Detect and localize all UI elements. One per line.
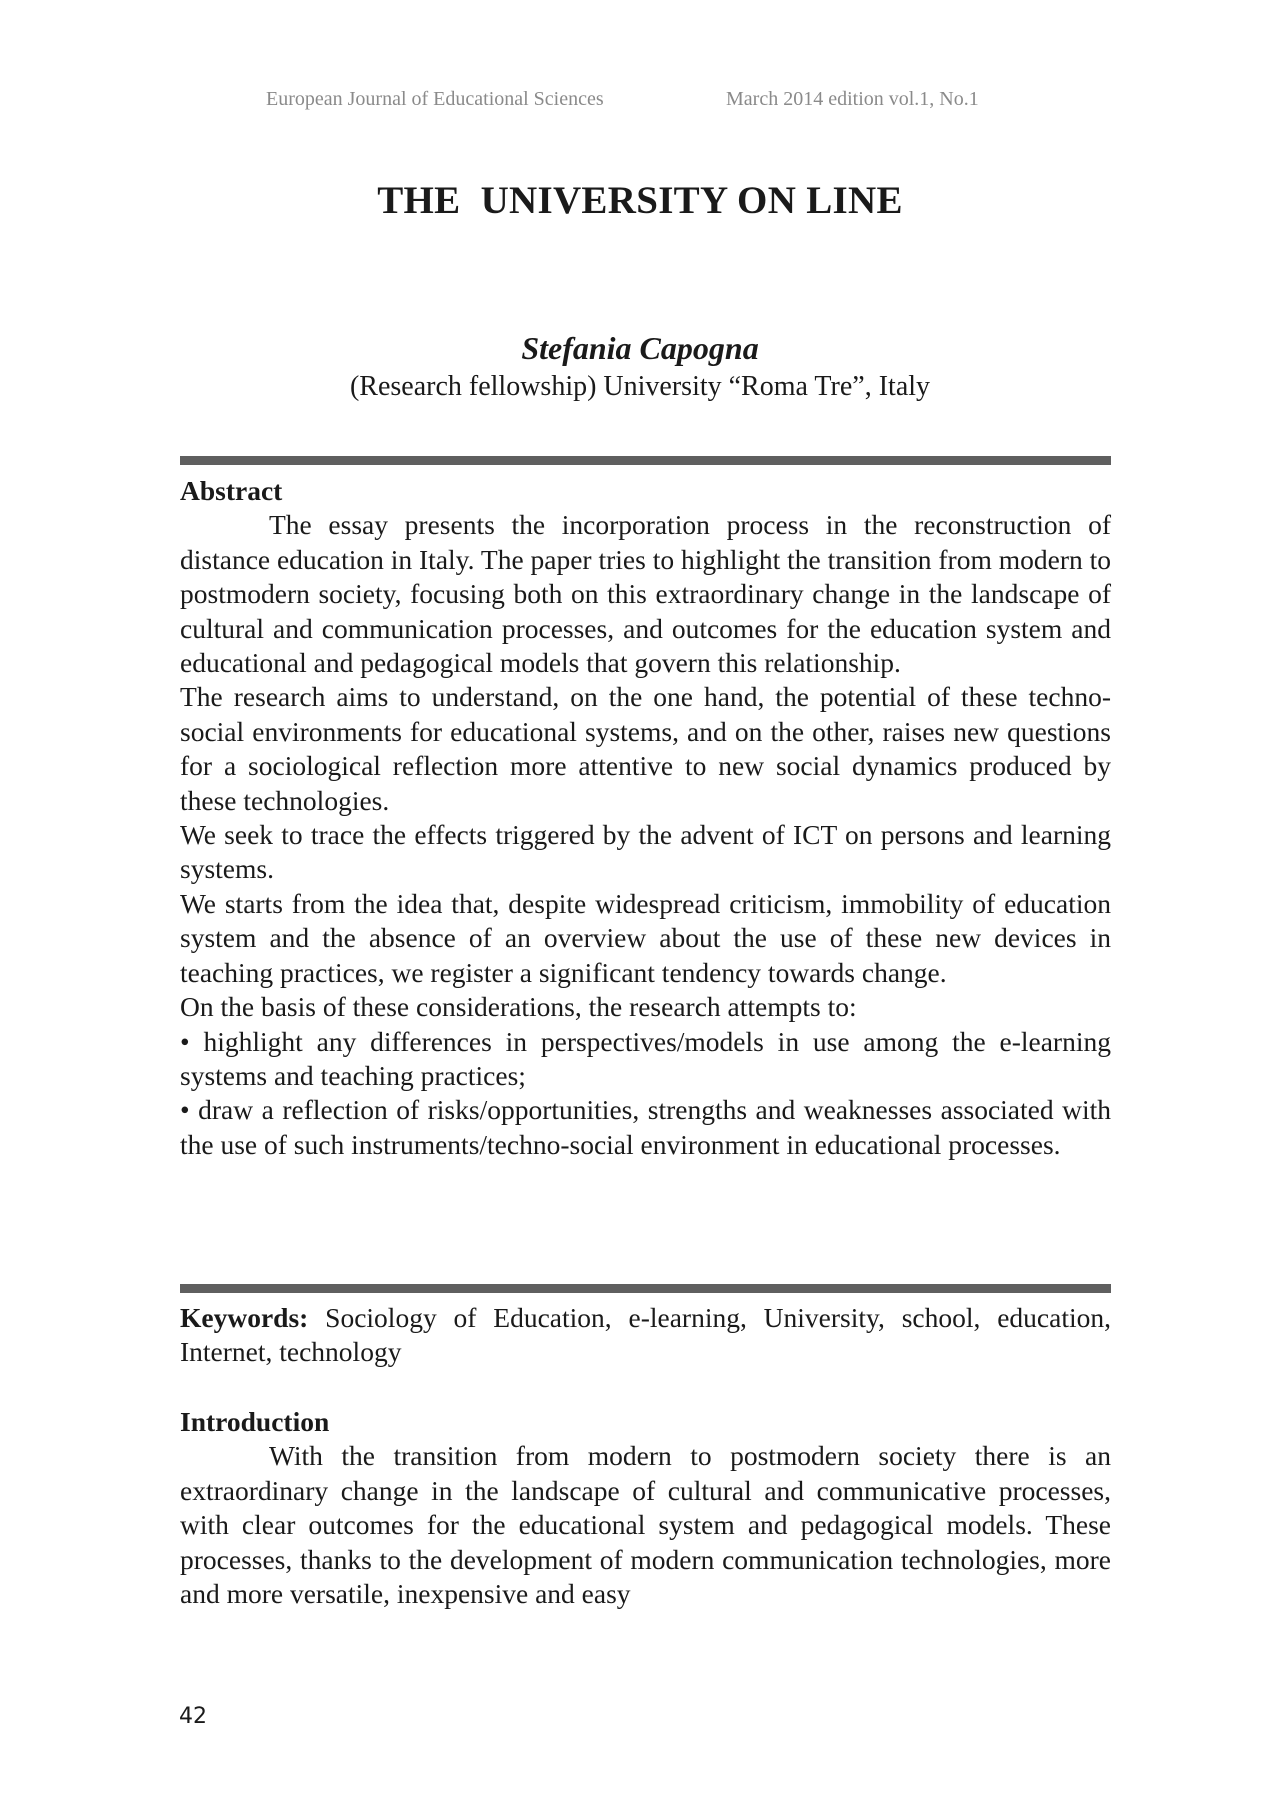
- abstract-paragraph: We seek to trace the effects triggered by the advent of ICT on persons and learning systems.: [180, 819, 1111, 885]
- journal-name: European Journal of Educational Sciences: [266, 88, 604, 110]
- author-affiliation: (Research fellowship) University “Roma Tre”, Italy: [349, 371, 931, 402]
- abstract-bullet: • draw a reflection of risks/opportunities, strengths and weaknesses associated with the use of such instruments/techno-social environment in educational processes.: [180, 1094, 1111, 1160]
- abstract-section: [180, 474, 1111, 1162]
- keywords-section: [180, 1301, 1111, 1370]
- abstract-bottom-rule: [180, 1284, 1111, 1293]
- introduction-heading: Introduction: [180, 1406, 330, 1437]
- keywords-list: Sociology of Education, e-learning, University, school, education, Internet, technology: [180, 1302, 1111, 1368]
- paper-title: THE UNIVERSITY ON LINE: [377, 179, 903, 222]
- running-head: [0, 88, 1280, 114]
- introduction-section: [180, 1405, 1111, 1611]
- abstract-paragraph: On the basis of these considerations, the research attempts to:: [180, 991, 857, 1023]
- introduction-paragraph: With the transition from modern to postmodern society there is an extraordinary change in the landscape of cultural and communicative processes, with clear outcomes for the educational system and pedagogical models. These processes, thanks to the development of modern communication technologies, more and more versatile, inexpensive and easy: [180, 1440, 1111, 1610]
- keywords-label: Keywords:: [180, 1302, 309, 1333]
- abstract-heading: Abstract: [180, 475, 283, 506]
- abstract-top-rule: [180, 456, 1111, 465]
- abstract-paragraph: We starts from the idea that, despite widespread criticism, immobility of education system and the absence of an overview about the use of these new devices in teaching practices, we register a significant tendency towards change.: [180, 887, 1111, 988]
- abstract-paragraph: The essay presents the incorporation process in the reconstruction of distance education in Italy. The paper tries to highlight the transition from modern to postmodern society, focusing both on this extraordinary change in the landscape of cultural and communication processes, and outcomes for the education system and educational and pedagogical models that govern this relationship.: [180, 509, 1111, 679]
- edition-info: March 2014 edition vol.1, No.1: [726, 88, 979, 110]
- abstract-paragraph: The research aims to understand, on the one hand, the potential of these techno-social environments for educational systems, and on the other, raises new questions for a sociological reflection more attentive to new social dynamics produced by these technologies.: [180, 681, 1111, 816]
- abstract-bullet: • highlight any differences in perspectives/models in use among the e-learning systems and teaching practices;: [180, 1025, 1111, 1091]
- page-number: 42: [179, 1704, 207, 1729]
- author-name: Stefania Capogna: [521, 330, 759, 366]
